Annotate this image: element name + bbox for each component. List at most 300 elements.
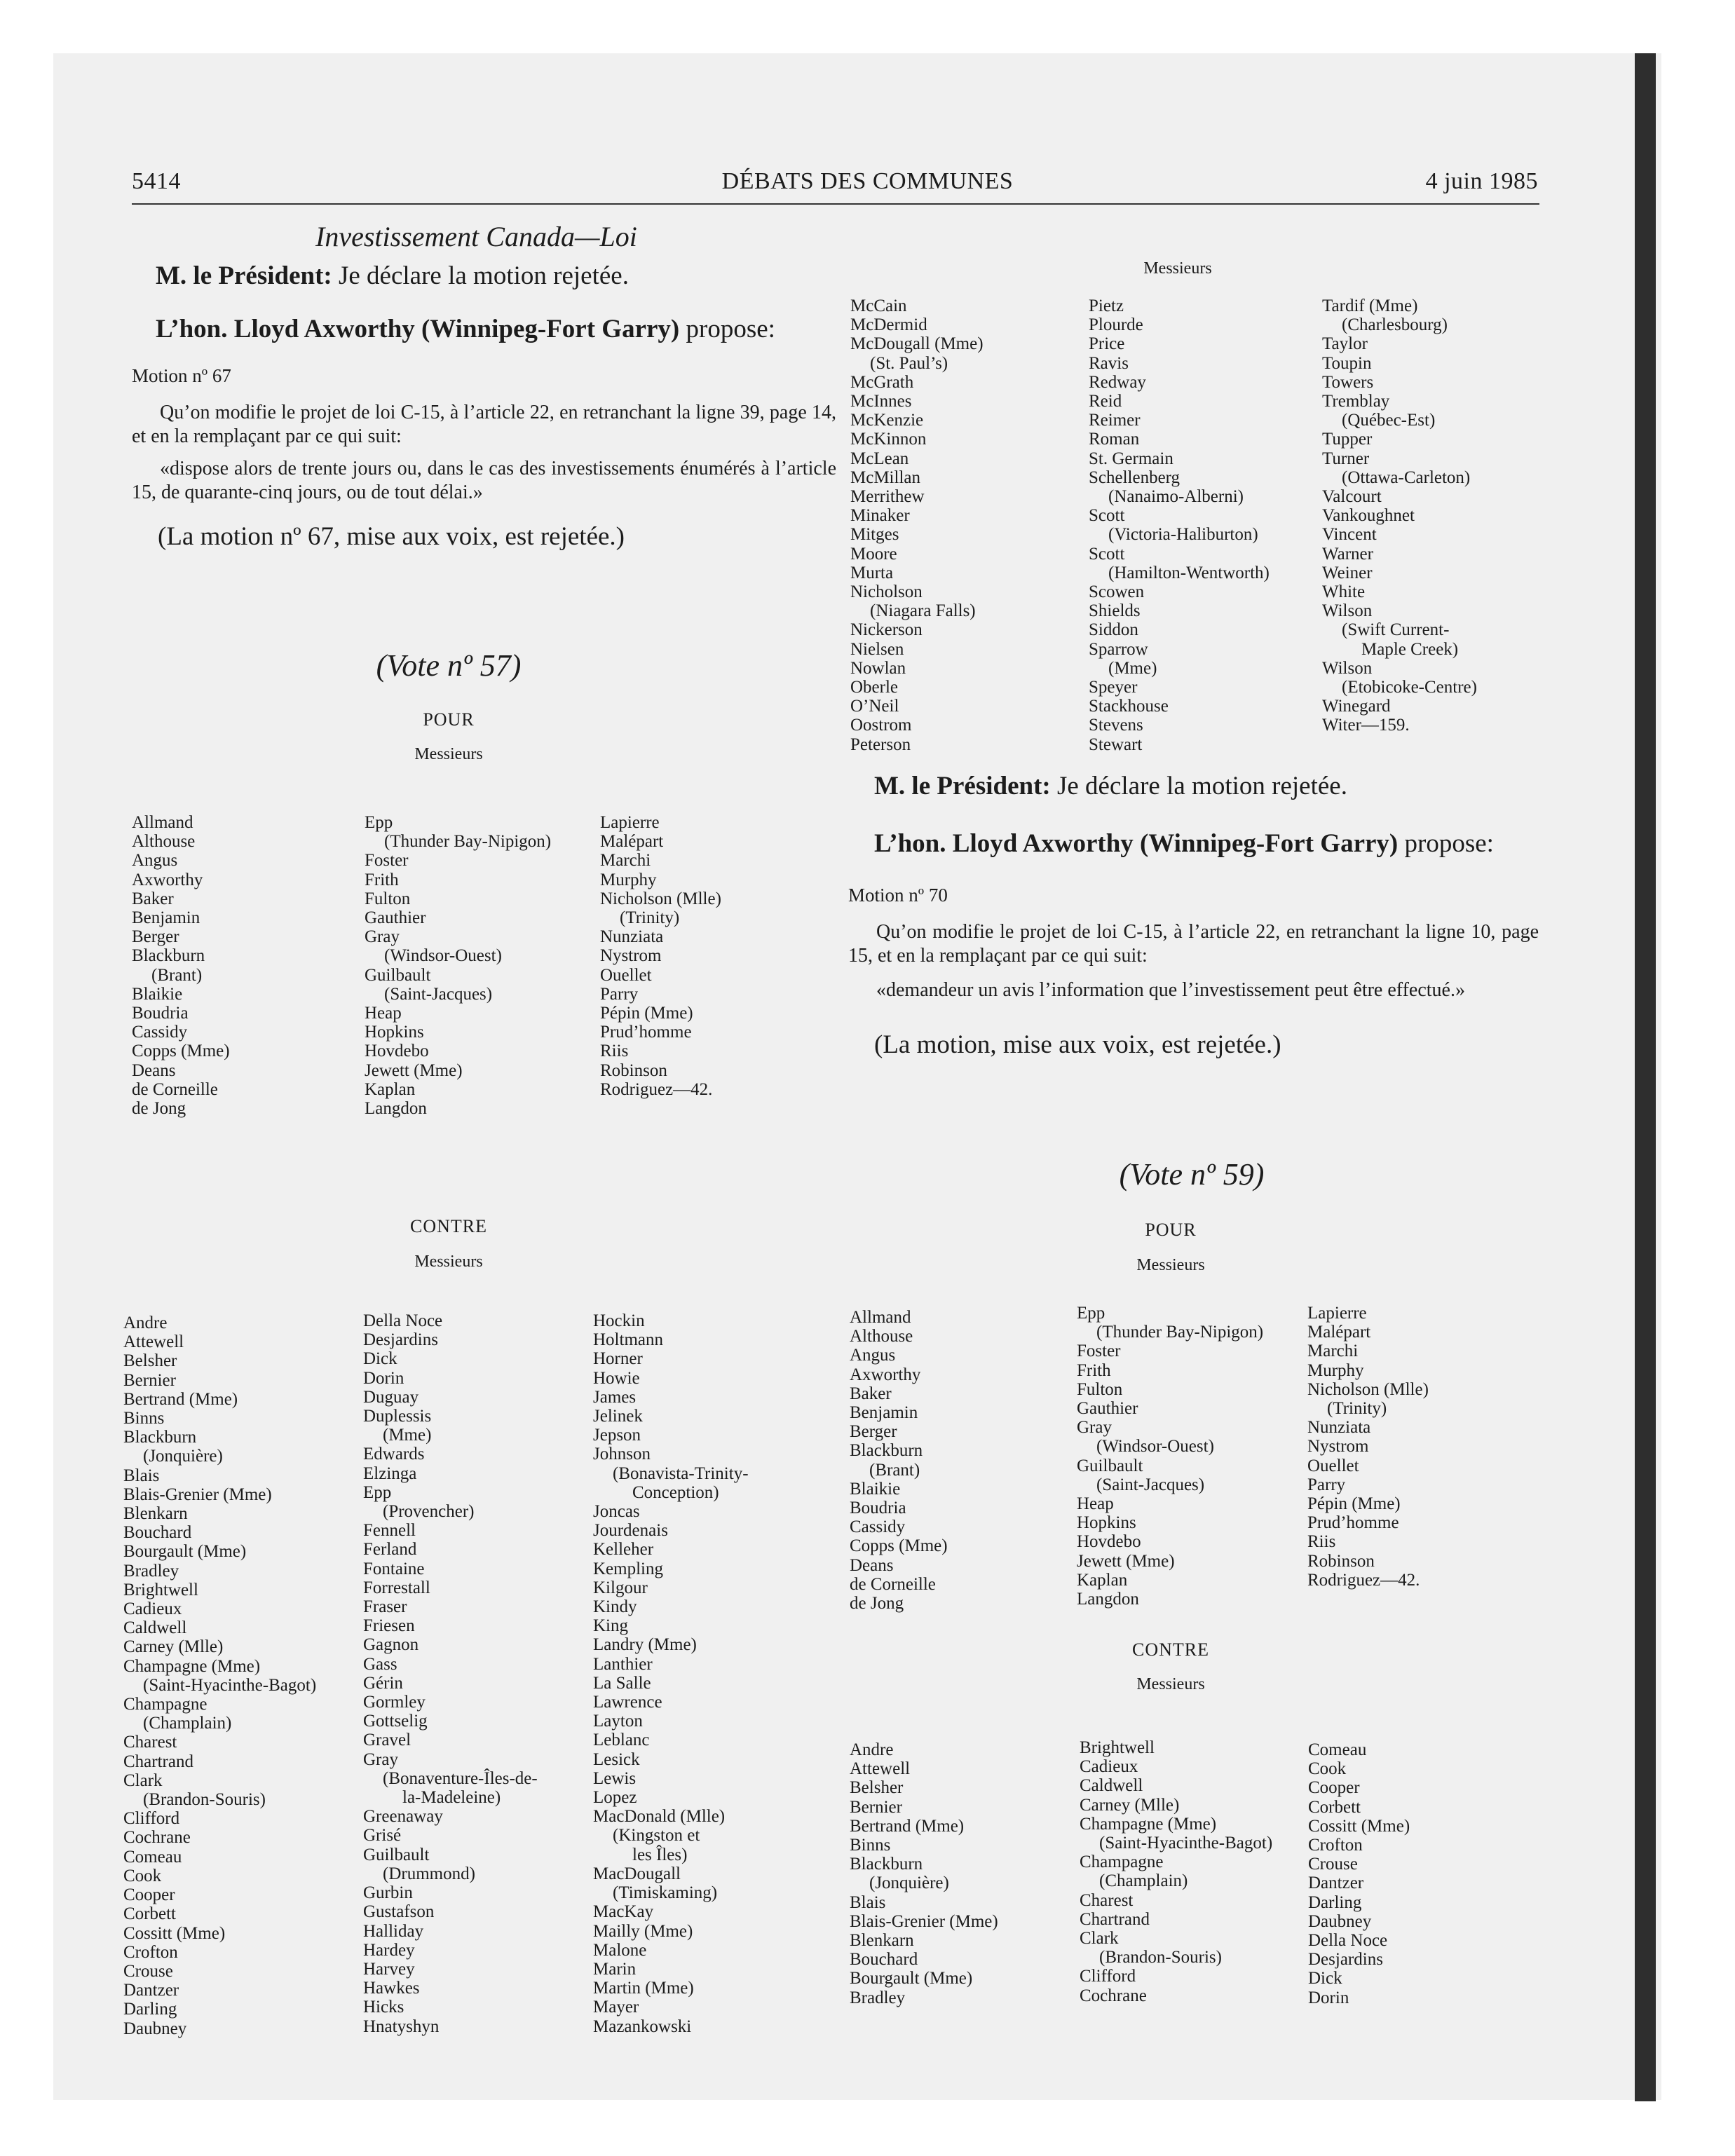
motion-quote: «demandeur un avis l’information que l’investissement peut être effectué.» — [876, 979, 1465, 1001]
member-name: Jewett (Mme) — [1077, 1551, 1175, 1571]
member-name: Tremblay — [1322, 392, 1390, 411]
member-name: Malépart — [1307, 1323, 1371, 1342]
member-riding: (Kingston et — [613, 1826, 700, 1845]
member-name: Althouse — [132, 832, 196, 852]
member-name: Dick — [1308, 1969, 1342, 1988]
member-name: Blenkarn — [123, 1504, 188, 1524]
member-riding: (Champlain) — [1099, 1871, 1188, 1891]
member-name: Nystrom — [1307, 1437, 1369, 1456]
member-name: Hovdebo — [365, 1042, 429, 1061]
pour-messieurs: Messieurs — [414, 745, 483, 763]
member-name: Clifford — [123, 1809, 180, 1829]
member-name: Nystrom — [600, 946, 662, 966]
member-riding: (Nanaimo-Alberni) — [1108, 487, 1244, 507]
member-name: Hopkins — [1077, 1513, 1136, 1533]
member-name: Prud’homme — [600, 1023, 692, 1042]
member-name: Clifford — [1080, 1967, 1136, 1986]
member-name: Parry — [1307, 1475, 1346, 1494]
member-riding: (Champlain) — [143, 1714, 232, 1733]
member-name: Peterson — [850, 735, 911, 754]
member-name: Corbett — [1308, 1797, 1361, 1817]
member-name: Hovdebo — [1077, 1532, 1141, 1552]
member-name: Foster — [365, 851, 409, 871]
member-name: Baker — [132, 889, 174, 908]
member-name: Langdon — [1077, 1590, 1139, 1609]
member-name: Joncas — [593, 1502, 640, 1522]
member-name: Angus — [850, 1346, 896, 1365]
member-name: MacKay — [593, 1902, 654, 1922]
member-name: Cooper — [1308, 1778, 1360, 1798]
member-name: Copps (Mme) — [850, 1536, 948, 1556]
member-name: O’Neil — [850, 697, 899, 716]
mover-verb: propose: — [1404, 829, 1494, 858]
member-name: Copps (Mme) — [132, 1042, 230, 1061]
member-name: Bouchard — [123, 1523, 192, 1543]
member-name: Towers — [1322, 372, 1374, 392]
right-pour-col-1 — [850, 1308, 948, 1613]
member-name: Lapierre — [600, 813, 660, 832]
member-name: Witer—159. — [1322, 716, 1410, 735]
member-name: Cossitt (Mme) — [123, 1923, 226, 1943]
member-name: Crouse — [1308, 1855, 1358, 1874]
member-name: Ouellet — [600, 965, 652, 985]
member-name: Bradley — [123, 1561, 179, 1581]
member-name: Gustafson — [363, 1902, 435, 1922]
speaker-text: Je déclare la motion rejetée. — [338, 261, 629, 290]
member-name: Cassidy — [850, 1517, 906, 1537]
member-name: Heap — [365, 1004, 402, 1023]
member-name: Epp — [365, 813, 393, 832]
member-name: Comeau — [1308, 1740, 1367, 1759]
right-pour-col-2 — [1077, 1304, 1263, 1609]
member-name: Riis — [600, 1042, 629, 1061]
member-name: Kaplan — [365, 1079, 416, 1099]
member-name: Plourde — [1089, 315, 1143, 335]
member-name: Blackburn — [123, 1428, 197, 1447]
member-name: McDougall (Mme) — [850, 334, 984, 354]
member-name: Greenaway — [363, 1807, 443, 1827]
member-name: Toupin — [1322, 353, 1372, 373]
member-name: Comeau — [123, 1847, 182, 1867]
mover-name: L’hon. Lloyd Axworthy — [156, 315, 415, 343]
member-name: Angus — [132, 851, 178, 871]
member-name: Turner — [1322, 449, 1370, 468]
member-name: Dantzer — [123, 1981, 179, 2000]
member-name: Holtmann — [593, 1330, 663, 1350]
member-name: Andre — [850, 1740, 894, 1759]
member-name: Clark — [123, 1770, 163, 1790]
member-name: Lopez — [593, 1788, 637, 1808]
member-name: McDermid — [850, 315, 927, 335]
member-name: Belsher — [123, 1351, 177, 1371]
member-name: Gray — [363, 1749, 398, 1769]
member-name: Cook — [123, 1866, 162, 1885]
section-title: Investissement Canada—Loi — [315, 221, 637, 252]
member-name: Champagne (Mme) — [123, 1656, 261, 1676]
member-name: Carney (Mlle) — [1080, 1795, 1180, 1815]
member-riding: (Etobicoke-Centre) — [1342, 678, 1477, 697]
motion-label: Motion nº 67 — [132, 365, 231, 386]
motion-result: (La motion, mise aux voix, est rejetée.) — [874, 1030, 1281, 1059]
member-riding: (Brandon-Souris) — [1099, 1948, 1222, 1967]
right-speaker-statement — [874, 771, 1347, 801]
member-name: Crouse — [123, 1961, 173, 1981]
member-riding: (Québec-Est) — [1342, 411, 1436, 430]
member-name: Gray — [1077, 1418, 1112, 1438]
member-name: Dantzer — [1308, 1874, 1364, 1893]
member-name: Edwards — [363, 1445, 425, 1464]
member-name: Blackburn — [850, 1441, 923, 1461]
vote-title: (Vote nº 59) — [1119, 1157, 1265, 1192]
member-name: Howie — [593, 1368, 640, 1388]
member-name: Cossitt (Mme) — [1308, 1816, 1410, 1836]
member-name: Andre — [123, 1314, 168, 1332]
member-name: Bertrand (Mme) — [850, 1816, 965, 1836]
member-name: Champagne — [1080, 1853, 1164, 1872]
member-name: Landry (Mme) — [593, 1635, 697, 1655]
member-name: Fennell — [363, 1521, 416, 1541]
member-name: Kaplan — [1077, 1570, 1128, 1590]
member-riding: (Bonavista-Trinity- — [613, 1464, 749, 1483]
pour-heading: POUR — [1145, 1220, 1197, 1240]
member-name: Leblanc — [593, 1731, 650, 1750]
member-name: Lapierre — [1307, 1304, 1367, 1323]
member-name: Charest — [123, 1733, 177, 1752]
member-name: Layton — [593, 1712, 643, 1731]
member-name: Gauthier — [1077, 1399, 1138, 1419]
member-name: Guilbault — [1077, 1456, 1143, 1475]
member-name: McInnes — [850, 392, 912, 411]
member-riding: (Drummond) — [383, 1864, 475, 1883]
member-name: Blais — [850, 1892, 886, 1912]
left-pour-col-1 — [132, 813, 230, 1118]
member-name: de Corneille — [850, 1574, 936, 1594]
member-name: Hardey — [363, 1940, 415, 1960]
member-riding: (Trinity) — [620, 908, 680, 928]
member-riding: (Jonquière) — [143, 1447, 223, 1466]
member-name: Nicholson (Mlle) — [1307, 1379, 1429, 1399]
member-name: Scott — [1089, 544, 1125, 564]
left-speaker-statement — [156, 261, 629, 291]
member-name: Blackburn — [132, 946, 205, 966]
member-name: Dick — [363, 1349, 397, 1369]
member-riding: (Ottawa-Carleton) — [1342, 468, 1471, 487]
member-name: Guilbault — [363, 1845, 430, 1864]
member-riding: (Mme) — [383, 1426, 432, 1445]
vote-title: (Vote nº 57) — [376, 648, 522, 683]
member-riding: (Saint-Hyacinthe-Bagot) — [143, 1675, 317, 1695]
member-name: McMillan — [850, 468, 920, 487]
member-riding: (Jonquière) — [869, 1874, 949, 1893]
member-name: Reid — [1089, 392, 1122, 411]
member-name: Hnatyshyn — [363, 2017, 440, 2036]
member-name: Jewett (Mme) — [365, 1060, 463, 1080]
member-name: Desjardins — [363, 1330, 438, 1350]
left-contre-col-1 — [123, 1314, 316, 2038]
member-name: Frith — [365, 870, 399, 889]
member-name: St. Germain — [1089, 449, 1173, 468]
member-name: Shields — [1089, 601, 1141, 621]
member-name: Johnson — [593, 1445, 651, 1464]
member-name: Blenkarn — [850, 1931, 914, 1951]
member-name: Stewart — [1089, 735, 1143, 754]
member-name: Duguay — [363, 1387, 419, 1407]
member-name: Murphy — [600, 870, 657, 889]
left-contre-col-3 — [593, 1311, 749, 2036]
member-name: Bourgault (Mme) — [123, 1542, 247, 1562]
member-name: Daubney — [123, 2019, 187, 2038]
member-name: Deans — [132, 1060, 176, 1080]
member-name: Oostrom — [850, 716, 912, 735]
mover-name: L’hon. Lloyd Axworthy — [874, 829, 1134, 858]
member-name: Wilson — [1322, 601, 1373, 621]
member-name: Fontaine — [363, 1559, 425, 1578]
member-name: Valcourt — [1322, 487, 1382, 507]
member-name: Moore — [850, 544, 897, 564]
member-name: Siddon — [1089, 620, 1138, 640]
member-name: MacDonald (Mlle) — [593, 1807, 726, 1827]
member-name: Bradley — [850, 1988, 906, 2007]
motion-label: Motion nº 70 — [848, 885, 948, 906]
member-name: Bertrand (Mme) — [123, 1389, 238, 1409]
member-name: Bernier — [850, 1797, 902, 1817]
member-name: Forrestall — [363, 1578, 430, 1597]
member-riding: les Îles) — [632, 1845, 688, 1864]
member-name: Minaker — [850, 506, 910, 526]
speaker-name: M. le Président: — [156, 261, 332, 290]
mover-riding: (Winnipeg-Fort Garry) — [421, 315, 680, 343]
member-name: Blackburn — [850, 1855, 923, 1874]
member-name: Vankoughnet — [1322, 506, 1415, 526]
member-name: Pépin (Mme) — [1307, 1494, 1401, 1514]
member-name: de Jong — [850, 1594, 904, 1613]
member-name: Rodriguez—42. — [1307, 1570, 1420, 1590]
member-name: Cooper — [123, 1885, 175, 1905]
member-riding: (Windsor-Ouest) — [1096, 1437, 1214, 1456]
member-name: Baker — [850, 1384, 892, 1403]
member-name: Champagne — [123, 1695, 207, 1714]
member-name: Ravis — [1089, 353, 1129, 373]
member-name: Desjardins — [1308, 1950, 1383, 1970]
member-name: Attewell — [123, 1332, 184, 1352]
member-name: Oberle — [850, 678, 899, 697]
member-name: Elzinga — [363, 1464, 417, 1483]
member-name: Kempling — [593, 1559, 663, 1578]
member-name: Deans — [850, 1555, 894, 1575]
member-name: Robinson — [600, 1060, 667, 1080]
member-name: Hockin — [593, 1311, 645, 1330]
member-name: Allmand — [850, 1308, 911, 1327]
member-name: Horner — [593, 1349, 643, 1369]
member-name: Malépart — [600, 832, 664, 852]
member-name: Nicholson — [850, 582, 923, 602]
member-name: Jelinek — [593, 1407, 643, 1426]
pour-heading: POUR — [423, 709, 475, 730]
member-name: Brightwell — [123, 1580, 198, 1599]
member-name: Berger — [850, 1422, 897, 1442]
member-name: McLean — [850, 449, 909, 468]
member-name: Gurbin — [363, 1883, 413, 1903]
contre-messieurs: Messieurs — [1136, 1675, 1205, 1693]
member-name: McKinnon — [850, 430, 927, 449]
member-name: Gass — [363, 1654, 397, 1674]
member-riding: (Brant) — [869, 1460, 920, 1480]
left-contre-col-2 — [363, 1311, 538, 2036]
member-name: Mayer — [593, 1998, 639, 2017]
member-name: Attewell — [850, 1759, 911, 1779]
right-top-col-1 — [850, 296, 984, 754]
member-name: Binns — [123, 1409, 165, 1428]
member-riding: (Swift Current- — [1342, 620, 1450, 640]
member-name: Tupper — [1322, 430, 1373, 449]
member-name: Clark — [1080, 1929, 1119, 1949]
member-name: Boudria — [132, 1004, 189, 1023]
member-name: Nickerson — [850, 620, 923, 640]
member-name: Sparrow — [1089, 639, 1148, 659]
speaker-name: M. le Président: — [874, 772, 1051, 800]
member-name: Merrithew — [850, 487, 925, 507]
member-name: Gray — [365, 927, 400, 947]
member-name: Price — [1089, 334, 1125, 354]
member-name: Langdon — [365, 1099, 427, 1119]
left-mover-line — [156, 314, 775, 344]
member-name: Foster — [1077, 1342, 1121, 1361]
member-name: Stevens — [1089, 716, 1143, 735]
member-riding: (Thunder Bay-Nipigon) — [384, 832, 552, 852]
member-name: Benjamin — [132, 908, 200, 928]
member-name: Mazankowski — [593, 2017, 692, 2036]
member-name: Lesick — [593, 1749, 640, 1769]
member-name: Malone — [593, 1940, 647, 1960]
member-name: Fulton — [365, 889, 411, 908]
member-name: Lanthier — [593, 1654, 653, 1674]
member-name: Gérin — [363, 1673, 403, 1693]
member-name: Redway — [1089, 372, 1146, 392]
member-name: Axworthy — [132, 870, 203, 889]
member-name: Marin — [593, 1959, 637, 1979]
page-number: 5414 — [132, 168, 181, 194]
member-name: de Jong — [132, 1099, 186, 1119]
member-name: Nunziata — [1307, 1418, 1371, 1438]
member-name: Darling — [123, 2000, 177, 2019]
member-name: Warner — [1322, 544, 1373, 564]
member-name: Charest — [1080, 1890, 1134, 1910]
member-name: Heap — [1077, 1494, 1114, 1514]
member-name: White — [1322, 582, 1366, 602]
member-name: Ferland — [363, 1540, 417, 1560]
member-name: Scowen — [1089, 582, 1145, 602]
member-name: Crofton — [123, 1942, 178, 1962]
member-name: Brightwell — [1080, 1738, 1155, 1757]
member-name: Nowlan — [850, 658, 906, 678]
member-name: McKenzie — [850, 411, 924, 430]
member-name: Pietz — [1089, 296, 1124, 315]
member-name: Parry — [600, 984, 639, 1004]
member-name: Fulton — [1077, 1379, 1123, 1399]
member-riding: (Hamilton-Wentworth) — [1108, 563, 1270, 582]
member-name: Blaikie — [132, 984, 183, 1004]
member-name: Speyer — [1089, 678, 1138, 697]
member-name: Duplessis — [363, 1407, 432, 1426]
member-name: Marchi — [1307, 1342, 1359, 1361]
member-name: Blais-Grenier (Mme) — [850, 1911, 998, 1931]
member-name: Martin (Mme) — [593, 1979, 694, 1998]
right-contre-col-3 — [1308, 1740, 1410, 2007]
member-name: Gottselig — [363, 1712, 428, 1731]
member-name: Gauthier — [365, 908, 426, 928]
member-name: James — [593, 1387, 637, 1407]
speaker-text: Je déclare la motion rejetée. — [1056, 772, 1347, 800]
member-name: Axworthy — [850, 1365, 921, 1384]
member-riding: (Charlesbourg) — [1342, 315, 1448, 335]
member-name: Epp — [1077, 1304, 1105, 1323]
member-name: Gagnon — [363, 1635, 419, 1655]
member-name: Scott — [1089, 506, 1125, 526]
member-riding: (Bonaventure-Îles-de- — [383, 1768, 538, 1788]
right-mover-line — [874, 828, 1494, 859]
member-riding: (Timiskaming) — [613, 1883, 718, 1903]
contre-messieurs: Messieurs — [414, 1253, 483, 1271]
motion-text: Qu’on modifie le projet de loi C-15, à l’article 22, en retranchant la ligne 39, page 14, et en la remplaçant par ce qui suit: — [132, 402, 836, 447]
member-riding: (St. Paul’s) — [870, 353, 948, 373]
member-name: McGrath — [850, 372, 914, 392]
member-name: Friesen — [363, 1616, 415, 1636]
motion-quote: «dispose alors de trente jours ou, dans le cas des investissements énumérés à l’article 15, de quarante-cinq jours, ou de tout délai.» — [132, 458, 836, 503]
motion-result: (La motion nº 67, mise aux voix, est rejetée.) — [158, 522, 625, 551]
member-name: Carney (Mlle) — [123, 1637, 224, 1657]
member-name: Caldwell — [123, 1618, 187, 1638]
member-name: Althouse — [850, 1327, 913, 1346]
member-name: Crofton — [1308, 1836, 1363, 1855]
right-pour-col-3 — [1307, 1304, 1429, 1590]
member-name: King — [593, 1616, 628, 1636]
member-name: Halliday — [363, 1921, 424, 1941]
member-name: Hicks — [363, 1998, 404, 2017]
member-riding: (Brant) — [151, 965, 203, 985]
member-name: Cadieux — [123, 1599, 182, 1619]
member-riding: (Niagara Falls) — [870, 601, 976, 621]
member-name: Kelleher — [593, 1540, 654, 1560]
member-name: Marchi — [600, 851, 651, 871]
member-name: Blais-Grenier (Mme) — [123, 1485, 272, 1504]
member-name: Dorin — [363, 1368, 404, 1388]
member-name: Darling — [1308, 1892, 1362, 1912]
member-name: Nunziata — [600, 927, 664, 947]
contre-heading: CONTRE — [410, 1216, 487, 1236]
mover-riding: (Winnipeg-Fort Garry) — [1140, 829, 1399, 858]
member-name: Fraser — [363, 1597, 407, 1617]
right-top-col-3 — [1322, 296, 1477, 735]
member-name: Cochrane — [123, 1828, 191, 1848]
right-contre-col-2 — [1080, 1738, 1272, 2005]
member-name: Ouellet — [1307, 1456, 1359, 1475]
member-name: Schellenberg — [1089, 468, 1181, 487]
member-name: Belsher — [850, 1778, 904, 1798]
member-name: Kindy — [593, 1597, 637, 1617]
member-name: Tardif (Mme) — [1322, 296, 1418, 315]
member-name: Cadieux — [1080, 1757, 1138, 1777]
member-name: Prud’homme — [1307, 1513, 1399, 1533]
page-date: 4 juin 1985 — [1425, 168, 1538, 194]
member-name: Lawrence — [593, 1693, 662, 1712]
member-name: MacDougall — [593, 1864, 681, 1883]
member-riding: (Thunder Bay-Nipigon) — [1096, 1323, 1264, 1342]
member-name: Bernier — [123, 1370, 176, 1390]
member-riding: (Trinity) — [1327, 1399, 1387, 1419]
member-name: Grisé — [363, 1826, 402, 1845]
member-name: Weiner — [1322, 563, 1373, 582]
member-name: Wilson — [1322, 658, 1373, 678]
